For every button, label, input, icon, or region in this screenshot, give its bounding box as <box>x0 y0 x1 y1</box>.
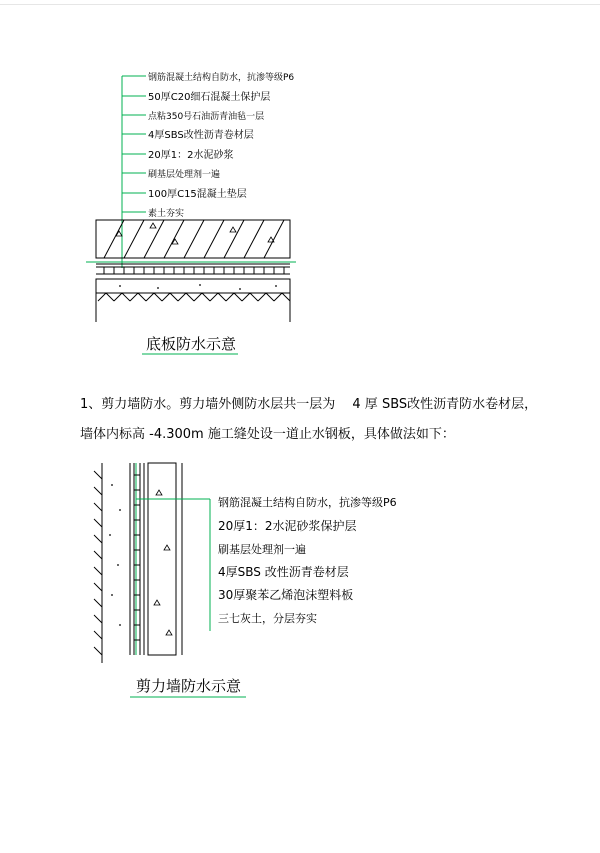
wall-layer-label: 4厚SBS 改性沥青卷材层 <box>218 565 349 579</box>
floor-diagram-caption: 底板防水示意 <box>146 335 237 353</box>
section-paragraph <box>80 395 560 445</box>
paragraph-line-1: 1、剪力墙防水。剪力墙外侧防水层共一层为 4 厚 SBS改性沥青防水卷材层， <box>80 397 538 412</box>
floor-layer-label: 4厚SBS改性沥青卷材层 <box>148 130 254 141</box>
paragraph-line-2: 墙体内标高 -4.300m 施工缝处设一道止水钢板，具体做法如下： <box>80 427 455 442</box>
floor-waterproof-diagram <box>80 60 320 360</box>
floor-layer-label: 刷基层处理剂一遍 <box>148 170 221 180</box>
wall-diagram-caption: 剪力墙防水示意 <box>136 677 242 695</box>
floor-layer-label: 20厚1：2水泥砂浆 <box>148 150 234 161</box>
wall-layer-label: 三七灰土，分层夯实 <box>218 612 317 625</box>
floor-layer-label: 100厚C15混凝土垫层 <box>148 189 247 200</box>
floor-layer-label: 钢筋混凝土结构自防水，抗渗等级P6 <box>148 73 295 83</box>
floor-layer-label: 点粘350号石油沥青油毡一层 <box>148 112 265 122</box>
floor-layer-label: 50厚C20细石混凝土保护层 <box>148 92 271 103</box>
wall-layer-label: 刷基层处理剂一遍 <box>218 543 306 556</box>
wall-layer-label: 20厚1：2水泥砂浆保护层 <box>218 519 357 533</box>
page-top-border <box>0 4 600 5</box>
shearwall-waterproof-diagram <box>90 455 397 705</box>
wall-layer-label: 30厚聚苯乙烯泡沫塑料板 <box>218 588 354 602</box>
wall-layer-label: 钢筋混凝土结构自防水，抗渗等级P6 <box>218 496 397 509</box>
floor-layer-label: 素土夯实 <box>148 209 185 219</box>
